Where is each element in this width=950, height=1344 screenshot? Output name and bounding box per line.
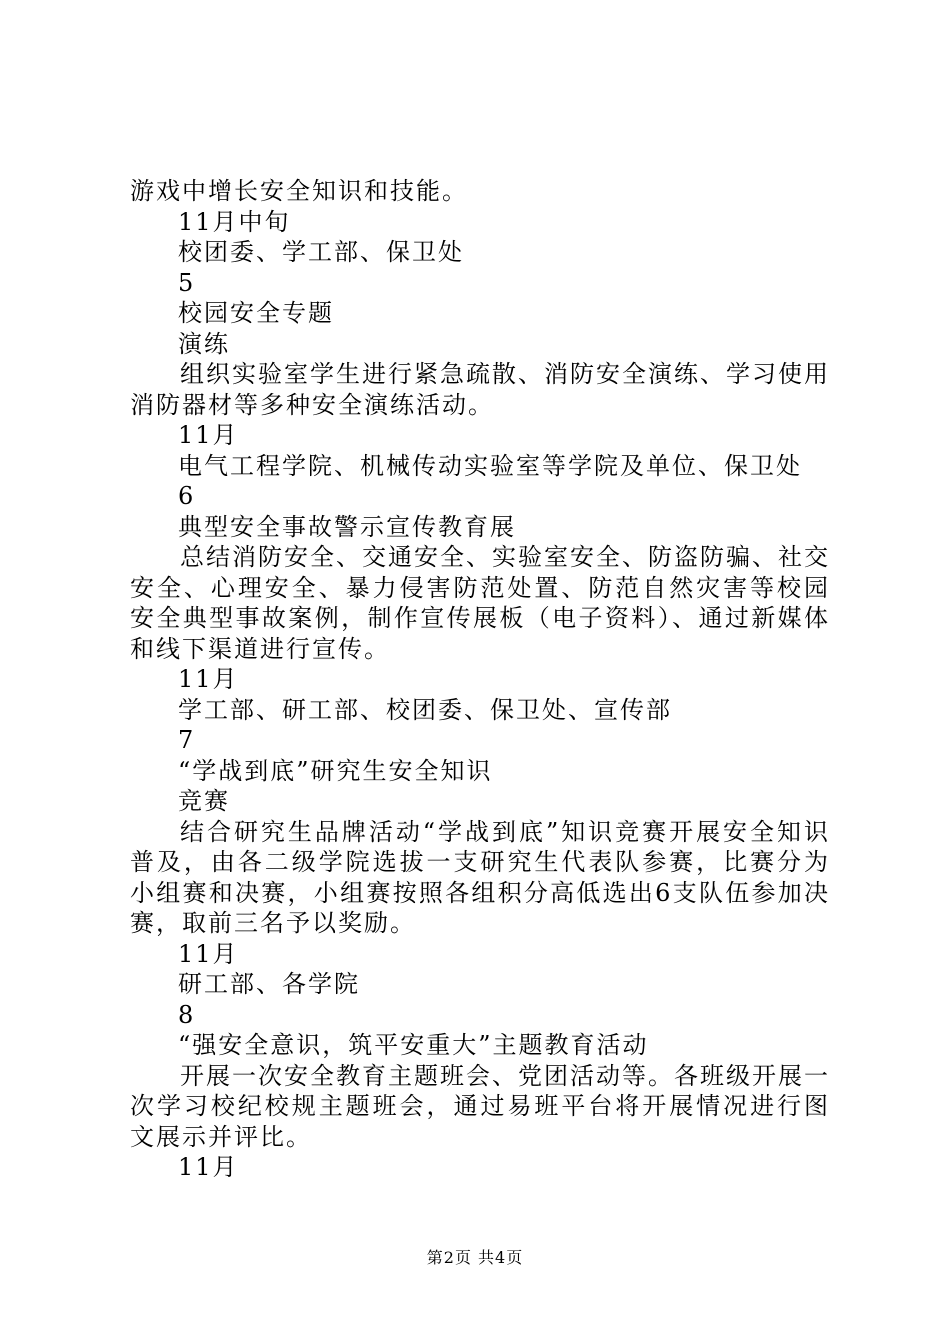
activity-title-continued: 竞赛	[178, 787, 230, 815]
document-body	[130, 176, 830, 1183]
text-line: 游戏中增长安全知识和技能。	[130, 177, 468, 205]
activity-description: 开展一次安全教育主题班会、党团活动等。各班级开展一次学习校纪校规主题班会，通过易班平台将开展情况进行图文展示并评比。	[130, 1061, 830, 1151]
activity-description: 结合研究生品牌活动“学战到底”知识竞赛开展安全知识普及，由各二级学院选拔一支研究生代表队参赛，比赛分为小组赛和决赛，小组赛按照各组积分高低选出6支队伍参加决赛，取前三名予以奖励。	[130, 817, 830, 937]
activity-organizer: 校团委、学工部、保卫处	[178, 238, 464, 266]
activity-title: “学战到底”研究生安全知识	[178, 756, 493, 785]
activity-number: 8	[178, 1000, 196, 1029]
activity-time: 11月	[178, 1153, 239, 1181]
activity-time: 11月	[178, 665, 239, 693]
activity-title: “强安全意识，筑平安重大”主题教育活动	[178, 1031, 649, 1059]
activity-description: 组织实验室学生进行紧急疏散、消防安全演练、学习使用消防器材等多种安全演练活动。	[130, 360, 830, 419]
activity-number: 6	[178, 482, 196, 510]
activity-time: 11月	[178, 421, 239, 449]
activity-organizer: 电气工程学院、机械传动实验室等学院及单位、保卫处	[178, 451, 802, 480]
activity-time: 11月	[178, 939, 239, 968]
activity-organizer: 研工部、各学院	[178, 970, 360, 998]
page-footer: 第2页 共4页	[426, 1248, 524, 1267]
activity-description: 总结消防安全、交通安全、实验室安全、防盗防骗、社交安全、心理安全、暴力侵害防范处置、防范自然灾害等校园安全典型事故案例，制作宣传展板（电子资料）、通过新媒体和线下渠道进行宣传。	[130, 543, 830, 663]
activity-title: 校园安全专题	[178, 299, 334, 327]
activity-organizer: 学工部、研工部、校团委、保卫处、宣传部	[178, 695, 672, 724]
activity-title-continued: 演练	[178, 329, 230, 358]
activity-title: 典型安全事故警示宣传教育展	[178, 512, 516, 541]
activity-number: 5	[178, 268, 196, 297]
activity-number: 7	[178, 726, 196, 754]
activity-time: 11月中旬	[178, 207, 291, 236]
